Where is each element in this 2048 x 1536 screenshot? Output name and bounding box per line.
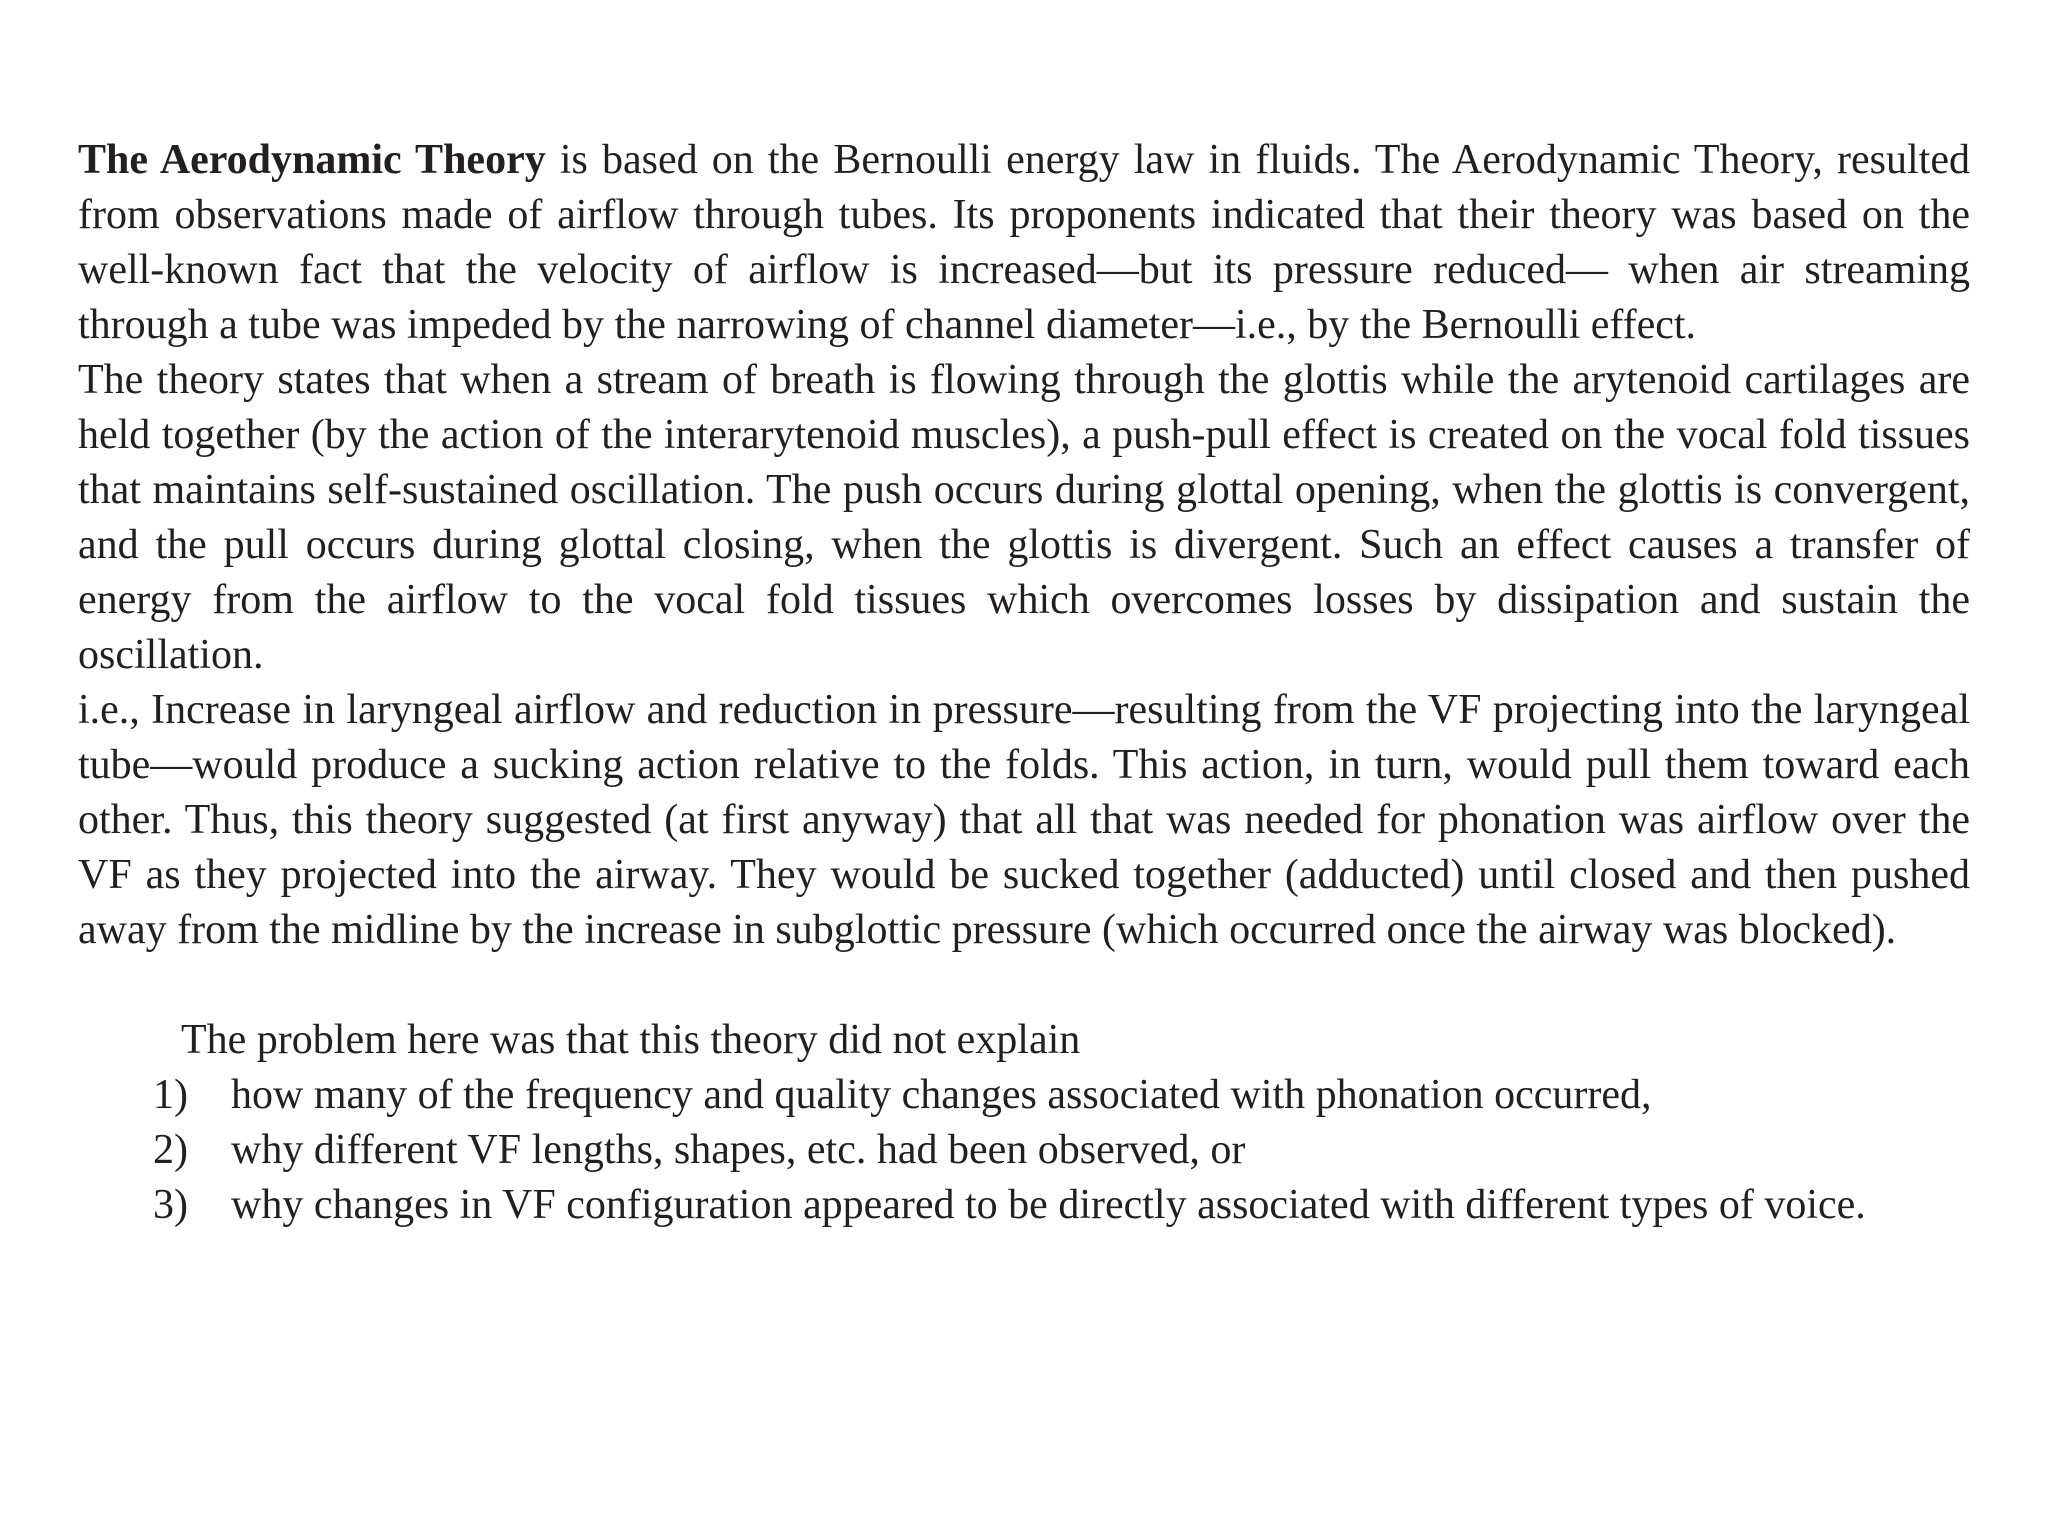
list-item-text: why different VF lengths, shapes, etc. had been observed, or	[231, 1127, 1246, 1173]
paragraph-aerodynamic-theory	[78, 133, 1970, 353]
problem-list-item	[78, 1068, 1970, 1123]
paragraph-1-text: is based on the Bernoulli energy law in fluids. The Aerodynamic Theory, resulted from observations made of airflow through tubes. Its proponents indicated that their theory was based on the well-known fact that the velocity of airflow is increased—but its pressure reduced— when air streaming through a tube was impeded by the narrowing of channel diameter—i.e., by the Bernoulli effect.	[78, 137, 1970, 348]
problem-list	[78, 1068, 1970, 1233]
spacer	[78, 958, 1970, 1013]
problem-list-item	[78, 1123, 1970, 1178]
problem-intro: The problem here was that this theory did not explain	[181, 1017, 1081, 1063]
problem-list-item	[78, 1178, 1970, 1233]
paragraph-push-pull: The theory states that when a stream of breath is flowing through the glottis while the arytenoid cartilages are held together (by the action of the interarytenoid muscles), a push-pull effect is created on the vocal fold tissues that maintains self-sustained oscillation. The push occurs during glottal opening, when the glottis is convergent, and the pull occurs during glottal closing, when the glottis is divergent. Such an effect causes a transfer of energy from the airflow to the vocal fold tissues which overcomes losses by dissipation and sustain the oscillation.	[78, 357, 1970, 678]
theory-title: The Aerodynamic Theory	[78, 137, 546, 183]
list-number: 2)	[153, 1127, 188, 1173]
document-page	[78, 133, 1970, 1233]
list-item-text: why changes in VF configuration appeared to be directly associated with different types of voice.	[231, 1182, 1866, 1228]
list-item-text: how many of the frequency and quality changes associated with phonation occurred,	[231, 1072, 1652, 1118]
paragraph-sucking-action: i.e., Increase in laryngeal airflow and reduction in pressure—resulting from the VF projecting into the laryngeal tube—would produce a sucking action relative to the folds. This action, in turn, would pull them toward each other. Thus, this theory suggested (at first anyway) that all that was needed for phonation was airflow over the VF as they projected into the airway. They would be sucked together (adducted) until closed and then pushed away from the midline by the increase in subglottic pressure (which occurred once the airway was blocked).	[78, 687, 1970, 953]
list-number: 1)	[153, 1072, 188, 1118]
list-number: 3)	[153, 1182, 188, 1228]
